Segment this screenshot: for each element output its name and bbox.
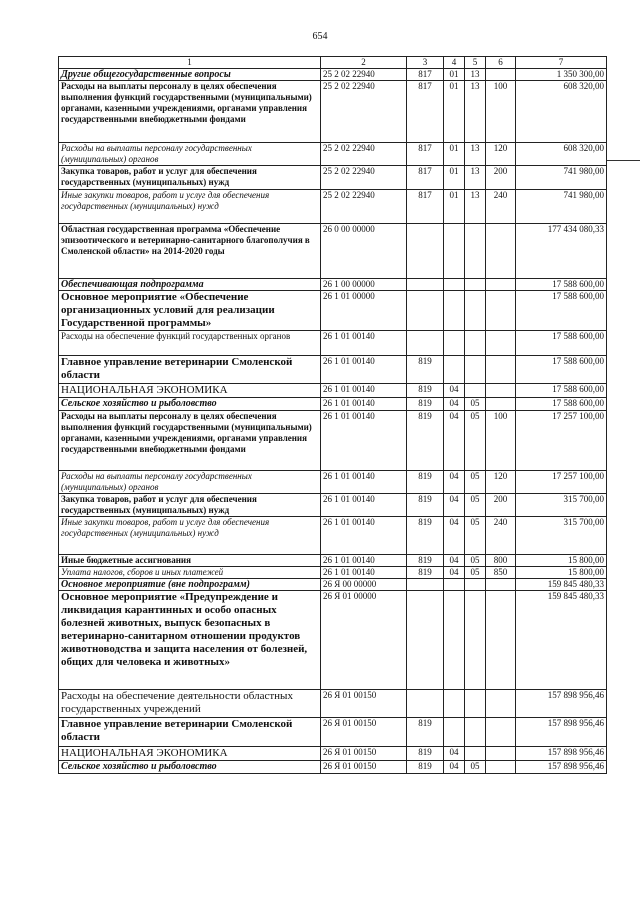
row-admin-code [407, 591, 444, 690]
row-code: 25 2 02 22940 [321, 143, 407, 166]
row-subsection: 05 [465, 567, 486, 579]
row-section: 01 [444, 166, 465, 190]
row-code: 26 0 00 00000 [321, 224, 407, 279]
row-amount: 157 898 956,46 [516, 761, 607, 774]
row-expense-type [486, 761, 516, 774]
row-admin-code: 817 [407, 143, 444, 166]
row-expense-type: 800 [486, 555, 516, 567]
row-admin-code: 817 [407, 166, 444, 190]
row-amount: 17 257 100,00 [516, 471, 607, 494]
row-code: 26 Я 01 00150 [321, 747, 407, 761]
row-subsection: 05 [465, 411, 486, 471]
row-code: 26 Я 00 00000 [321, 579, 407, 591]
table-row [59, 411, 607, 471]
row-subsection: 13 [465, 69, 486, 81]
row-code: 26 Я 01 00150 [321, 690, 407, 718]
row-section [444, 331, 465, 356]
row-subsection [465, 747, 486, 761]
row-subsection: 05 [465, 471, 486, 494]
row-amount: 157 898 956,46 [516, 718, 607, 747]
row-section: 04 [444, 398, 465, 411]
row-name: Областная государственная программа «Обеспечение эпизоотического и ветеринарно-санитарного благополучия в Смоленской области» на 2014-2020 годы [59, 224, 321, 279]
row-name: Другие общегосударственные вопросы [59, 69, 321, 81]
row-subsection [465, 718, 486, 747]
row-section: 04 [444, 567, 465, 579]
row-code: 25 2 02 22940 [321, 81, 407, 143]
row-section: 04 [444, 471, 465, 494]
row-amount: 177 434 080,33 [516, 224, 607, 279]
row-section [444, 591, 465, 690]
row-expense-type [486, 718, 516, 747]
row-amount: 17 257 100,00 [516, 411, 607, 471]
row-name: Закупка товаров, работ и услуг для обеспечения государственных (муниципальных) нужд [59, 494, 321, 517]
row-subsection: 05 [465, 761, 486, 774]
row-amount: 17 588 600,00 [516, 331, 607, 356]
row-name: Иные бюджетные ассигнования [59, 555, 321, 567]
row-amount: 741 980,00 [516, 190, 607, 224]
row-name: Основное мероприятие (вне подпрограмм) [59, 579, 321, 591]
row-amount: 1 350 300,00 [516, 69, 607, 81]
row-expense-type [486, 591, 516, 690]
row-code: 26 Я 01 00000 [321, 591, 407, 690]
row-subsection [465, 291, 486, 331]
row-name: НАЦИОНАЛЬНАЯ ЭКОНОМИКА [59, 747, 321, 761]
row-amount: 608 320,00 [516, 143, 607, 166]
row-code: 26 1 01 00140 [321, 471, 407, 494]
row-code: 26 1 01 00140 [321, 517, 407, 555]
header-row [59, 57, 607, 69]
row-expense-type [486, 690, 516, 718]
table-row [59, 494, 607, 517]
table-row [59, 291, 607, 331]
row-amount: 157 898 956,46 [516, 690, 607, 718]
header-col-4: 4 [444, 57, 465, 69]
table-row [59, 69, 607, 81]
row-section [444, 579, 465, 591]
row-subsection: 13 [465, 81, 486, 143]
row-amount: 159 845 480,33 [516, 579, 607, 591]
row-amount: 157 898 956,46 [516, 747, 607, 761]
row-subsection [465, 690, 486, 718]
row-subsection [465, 384, 486, 398]
row-section: 04 [444, 494, 465, 517]
table-row [59, 718, 607, 747]
row-name: Основное мероприятие «Предупреждение и ликвидация карантинных и особо опасных болезней животных, выпуск безопасных в ветеринарно-санитарном отношении продуктов животноводства и защита населения от болезней, общих для человека и животных» [59, 591, 321, 690]
row-name: Расходы на обеспечение деятельности областных государственных учреждений [59, 690, 321, 718]
row-admin-code: 819 [407, 747, 444, 761]
header-col-7: 7 [516, 57, 607, 69]
row-admin-code: 817 [407, 81, 444, 143]
table-row [59, 81, 607, 143]
row-subsection: 13 [465, 143, 486, 166]
table-row [59, 166, 607, 190]
row-admin-code: 819 [407, 356, 444, 384]
row-expense-type: 850 [486, 567, 516, 579]
table-row [59, 398, 607, 411]
row-subsection [465, 356, 486, 384]
row-name: Главное управление ветеринарии Смоленской области [59, 718, 321, 747]
row-admin-code [407, 291, 444, 331]
row-expense-type: 200 [486, 494, 516, 517]
row-expense-type [486, 331, 516, 356]
row-name: Иные закупки товаров, работ и услуг для обеспечения государственных (муниципальных) нужд [59, 190, 321, 224]
table-row [59, 356, 607, 384]
row-expense-type [486, 579, 516, 591]
row-admin-code [407, 224, 444, 279]
row-admin-code [407, 690, 444, 718]
row-section: 01 [444, 190, 465, 224]
row-admin-code: 819 [407, 494, 444, 517]
row-amount: 608 320,00 [516, 81, 607, 143]
row-expense-type: 200 [486, 166, 516, 190]
row-admin-code: 819 [407, 718, 444, 747]
row-admin-code [407, 579, 444, 591]
row-admin-code: 819 [407, 567, 444, 579]
row-admin-code [407, 331, 444, 356]
header-col-3: 3 [407, 57, 444, 69]
row-name: НАЦИОНАЛЬНАЯ ЭКОНОМИКА [59, 384, 321, 398]
row-subsection [465, 591, 486, 690]
table-row [59, 567, 607, 579]
row-expense-type [486, 224, 516, 279]
row-section: 04 [444, 747, 465, 761]
row-subsection: 13 [465, 190, 486, 224]
row-code: 26 1 00 00000 [321, 279, 407, 291]
row-section [444, 291, 465, 331]
row-name: Расходы на обеспечение функций государственных органов [59, 331, 321, 356]
row-code: 26 1 01 00140 [321, 411, 407, 471]
row-subsection [465, 579, 486, 591]
row-code: 26 1 01 00140 [321, 398, 407, 411]
row-code: 26 Я 01 00150 [321, 761, 407, 774]
row-name: Уплата налогов, сборов и иных платежей [59, 567, 321, 579]
row-admin-code: 819 [407, 761, 444, 774]
budget-table [58, 56, 607, 774]
row-amount: 741 980,00 [516, 166, 607, 190]
row-section [444, 356, 465, 384]
row-name: Расходы на выплаты персоналу государственных (муниципальных) органов [59, 471, 321, 494]
row-amount: 159 845 480,33 [516, 591, 607, 690]
row-section [444, 224, 465, 279]
table-row [59, 579, 607, 591]
row-expense-type [486, 279, 516, 291]
header-col-6: 6 [486, 57, 516, 69]
row-name: Главное управление ветеринарии Смоленской области [59, 356, 321, 384]
table-row [59, 690, 607, 718]
row-code: 26 1 01 00140 [321, 331, 407, 356]
row-admin-code: 819 [407, 555, 444, 567]
row-expense-type [486, 356, 516, 384]
header-col-5: 5 [465, 57, 486, 69]
row-amount: 315 700,00 [516, 517, 607, 555]
table-row [59, 384, 607, 398]
row-name: Расходы на выплаты персоналу в целях обеспечения выполнения функций государственными (муниципальными) органами, казенными учреждениями, органами управления государственными внебюджетными фондами [59, 81, 321, 143]
row-code: 25 2 02 22940 [321, 190, 407, 224]
row-expense-type [486, 384, 516, 398]
row-expense-type: 240 [486, 190, 516, 224]
row-section: 04 [444, 517, 465, 555]
table-row [59, 761, 607, 774]
row-name: Закупка товаров, работ и услуг для обеспечения государственных (муниципальных) нужд [59, 166, 321, 190]
table-row [59, 555, 607, 567]
row-name: Сельское хозяйство и рыболовство [59, 398, 321, 411]
table-row [59, 517, 607, 555]
row-expense-type: 240 [486, 517, 516, 555]
row-code: 26 1 01 00140 [321, 567, 407, 579]
row-section: 04 [444, 384, 465, 398]
row-admin-code: 819 [407, 517, 444, 555]
table-row [59, 190, 607, 224]
row-section: 01 [444, 69, 465, 81]
row-code: 25 2 02 22940 [321, 69, 407, 81]
row-admin-code: 819 [407, 398, 444, 411]
row-amount: 15 800,00 [516, 555, 607, 567]
row-name: Основное мероприятие «Обеспечение организационных условий для реализации Государственной программы» [59, 291, 321, 331]
row-amount: 15 800,00 [516, 567, 607, 579]
row-section: 01 [444, 143, 465, 166]
row-expense-type: 120 [486, 143, 516, 166]
row-amount: 17 588 600,00 [516, 398, 607, 411]
row-subsection: 05 [465, 494, 486, 517]
row-section: 04 [444, 761, 465, 774]
table-row [59, 331, 607, 356]
row-code: 26 1 01 00140 [321, 494, 407, 517]
row-admin-code [407, 279, 444, 291]
row-name: Сельское хозяйство и рыболовство [59, 761, 321, 774]
row-expense-type: 120 [486, 471, 516, 494]
row-section: 04 [444, 411, 465, 471]
margin-rule [606, 160, 640, 161]
page-number: 654 [312, 31, 328, 42]
row-section: 04 [444, 555, 465, 567]
row-amount: 17 588 600,00 [516, 291, 607, 331]
row-subsection: 05 [465, 398, 486, 411]
table-body [59, 69, 607, 774]
row-subsection [465, 224, 486, 279]
table-row [59, 591, 607, 690]
table-row [59, 279, 607, 291]
row-section: 01 [444, 81, 465, 143]
row-expense-type: 100 [486, 81, 516, 143]
row-amount: 315 700,00 [516, 494, 607, 517]
row-code: 26 1 01 00140 [321, 555, 407, 567]
row-name: Иные закупки товаров, работ и услуг для обеспечения государственных (муниципальных) нужд [59, 517, 321, 555]
row-code: 26 1 01 00140 [321, 356, 407, 384]
row-amount: 17 588 600,00 [516, 279, 607, 291]
row-subsection [465, 279, 486, 291]
row-admin-code: 817 [407, 69, 444, 81]
table-row [59, 143, 607, 166]
row-subsection: 13 [465, 166, 486, 190]
row-code: 26 1 01 00140 [321, 384, 407, 398]
row-expense-type [486, 69, 516, 81]
row-expense-type [486, 747, 516, 761]
row-admin-code: 819 [407, 411, 444, 471]
row-code: 25 2 02 22940 [321, 166, 407, 190]
row-subsection: 05 [465, 555, 486, 567]
table-row [59, 747, 607, 761]
row-section [444, 690, 465, 718]
row-admin-code: 819 [407, 471, 444, 494]
row-subsection: 05 [465, 517, 486, 555]
row-section [444, 718, 465, 747]
table-row [59, 224, 607, 279]
row-name: Расходы на выплаты персоналу в целях обеспечения выполнения функций государственными (муниципальными) органами, казенными учреждениями, органами управления государственными внебюджетными фондами [59, 411, 321, 471]
row-admin-code: 817 [407, 190, 444, 224]
header-col-2: 2 [321, 57, 407, 69]
row-expense-type [486, 398, 516, 411]
header-col-1: 1 [59, 57, 321, 69]
row-admin-code: 819 [407, 384, 444, 398]
row-subsection [465, 331, 486, 356]
row-expense-type [486, 291, 516, 331]
row-expense-type: 100 [486, 411, 516, 471]
row-name: Обеспечивающая подпрограмма [59, 279, 321, 291]
row-amount: 17 588 600,00 [516, 384, 607, 398]
row-section [444, 279, 465, 291]
row-amount: 17 588 600,00 [516, 356, 607, 384]
table-row [59, 471, 607, 494]
row-code: 26 1 01 00000 [321, 291, 407, 331]
row-name: Расходы на выплаты персоналу государственных (муниципальных) органов [59, 143, 321, 166]
row-code: 26 Я 01 00150 [321, 718, 407, 747]
